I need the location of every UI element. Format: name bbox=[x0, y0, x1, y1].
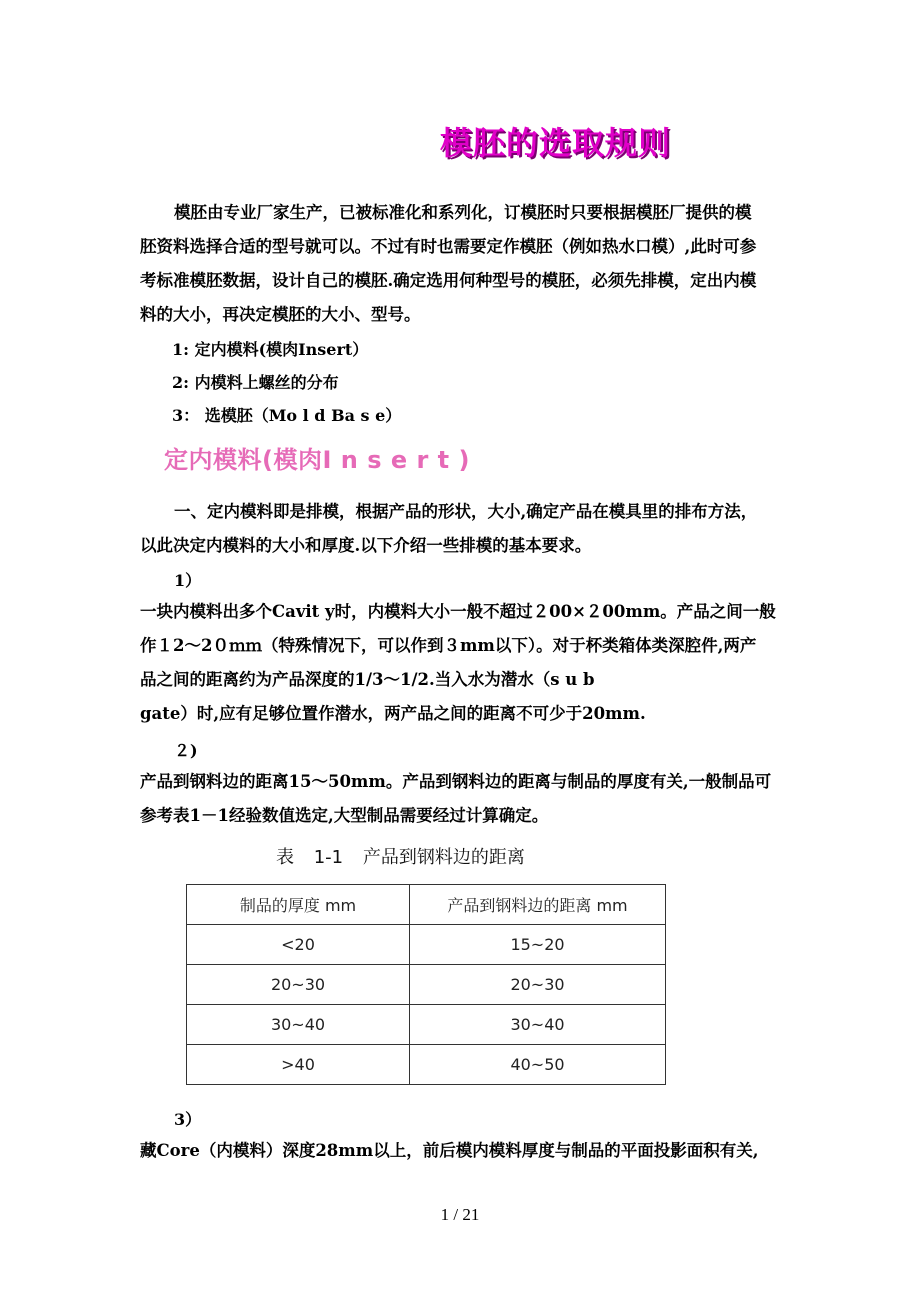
section-intro-line: 以此决定内模料的大小和厚度.以下介绍一些排模的基本要求。 bbox=[140, 536, 592, 555]
section-intro-line: 一、定内模料即是排模，根据产品的形状，大小,确定产品在模具里的排布方法， bbox=[174, 502, 758, 521]
table-header-cell: 产品到钢料边的距离 mm bbox=[410, 885, 666, 925]
outline-item-2: 2: 内模料上螺丝的分布 bbox=[172, 373, 339, 392]
distance-table bbox=[186, 884, 666, 1085]
item-1-line: gate）时,应有足够位置作潜水，两产品之间的距离不可少于20mm. bbox=[140, 704, 646, 723]
item-2-text bbox=[140, 765, 780, 833]
table-cell: 40~50 bbox=[410, 1045, 666, 1085]
item-1-line: 作１2～2０ｍｍ（特殊情况下，可以作到３mm以下）。对于杯类箱体类深腔件,两产 bbox=[140, 636, 757, 655]
table-cell: 15~20 bbox=[410, 925, 666, 965]
table-header-cell: 制品的厚度 mm bbox=[187, 885, 410, 925]
document-title: 模胚的选取规则 bbox=[440, 124, 672, 162]
table-cell: 30~40 bbox=[410, 1005, 666, 1045]
item-3-line: 藏Core（内模料）深度28mm以上，前后模内模料厚度与制品的平面投影面积有关, bbox=[140, 1141, 759, 1160]
intro-line: 料的大小，再决定模胚的大小、型号。 bbox=[140, 305, 421, 324]
table-row bbox=[187, 1005, 666, 1045]
section-heading: 定内模料(模肉I n s e r t ) bbox=[164, 446, 470, 474]
intro-line: 考标准模胚数据，设计自己的模胚.确定选用何种型号的模胚，必须先排模，定出内模 bbox=[140, 271, 757, 290]
item-2-number: ２) bbox=[174, 741, 198, 760]
item-3-number: 3） bbox=[174, 1110, 202, 1129]
table-caption: 表 1-1 产品到钢料边的距离 bbox=[276, 847, 525, 868]
outline-item-3: 3： 选模胚（Mo l d Ba s e） bbox=[172, 406, 402, 425]
intro-line: 胚资料选择合适的型号就可以。不过有时也需要定作模胚（例如热水口模）,此时可参 bbox=[140, 237, 757, 256]
outline-item-1: 1: 定内模料(模肉Insert） bbox=[172, 340, 369, 359]
table-cell: 30~40 bbox=[187, 1005, 410, 1045]
table-row bbox=[187, 1045, 666, 1085]
item-1-line: 品之间的距离约为产品深度的1/3～1/2.当入水为潜水（s u b bbox=[140, 670, 595, 689]
item-3-text bbox=[140, 1134, 780, 1168]
section-intro bbox=[140, 495, 780, 563]
page-number: 1 / 21 bbox=[440, 1205, 480, 1224]
item-1-text bbox=[140, 595, 780, 731]
item-2-line: 参考表1－1经验数值选定,大型制品需要经过计算确定。 bbox=[140, 806, 549, 825]
item-2-line: 产品到钢料边的距离15～50mm。产品到钢料边的距离与制品的厚度有关,一般制品可 bbox=[140, 772, 772, 791]
intro-paragraph bbox=[140, 196, 780, 332]
table-cell: <20 bbox=[187, 925, 410, 965]
item-1-line: 一块内模料出多个Cavit y时，内模料大小一般不超过２00×２00mm。产品之间一般 bbox=[140, 602, 776, 621]
table-cell: >40 bbox=[187, 1045, 410, 1085]
intro-line: 模胚由专业厂家生产，已被标准化和系列化，订模胚时只要根据模胚厂提供的模 bbox=[174, 203, 752, 222]
item-1-number: 1） bbox=[174, 571, 202, 590]
table-cell: 20~30 bbox=[410, 965, 666, 1005]
table-header-row bbox=[187, 885, 666, 925]
table-cell: 20~30 bbox=[187, 965, 410, 1005]
table-row bbox=[187, 965, 666, 1005]
table-row bbox=[187, 925, 666, 965]
